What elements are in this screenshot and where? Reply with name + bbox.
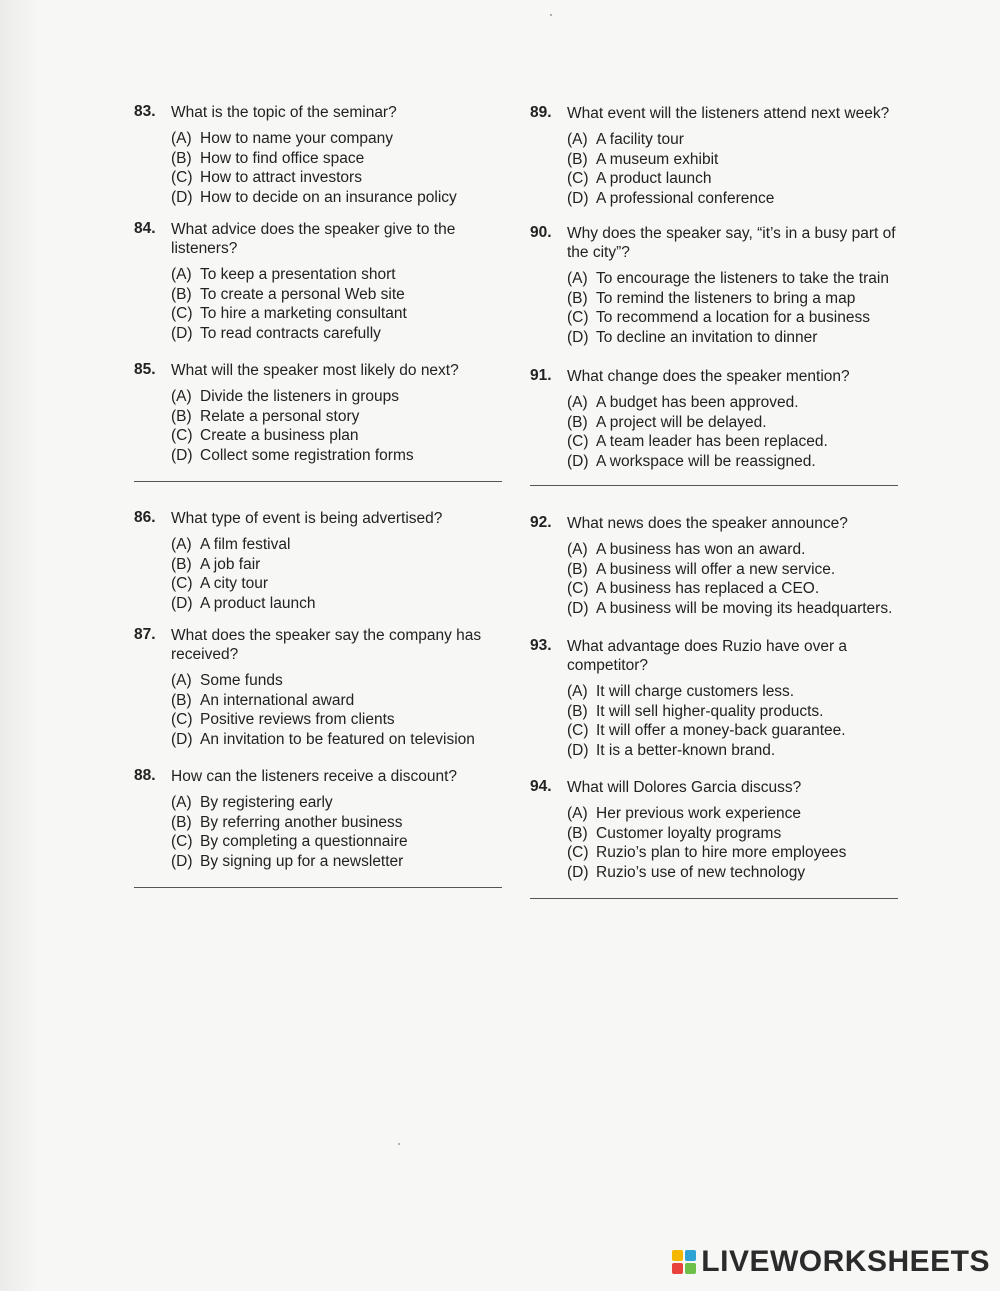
option-letter: (C) bbox=[567, 309, 589, 326]
option-text: Customer loyalty programs bbox=[596, 824, 782, 842]
answer-option[interactable] bbox=[567, 169, 910, 189]
option-letter: (D) bbox=[567, 599, 589, 617]
question-stem: What advice does the speaker give to the listeners? bbox=[171, 221, 456, 257]
question-stem: Why does the speaker say, “it’s in a busy part of the city”? bbox=[567, 225, 896, 261]
option-text: By completing a questionnaire bbox=[200, 833, 408, 850]
option-text: A budget has been approved. bbox=[596, 394, 799, 411]
option-letter: (D) bbox=[171, 188, 193, 206]
question-number: 83. bbox=[134, 103, 156, 120]
answer-option[interactable] bbox=[171, 691, 514, 711]
option-text: How to name your company bbox=[200, 130, 393, 147]
option-letter: (B) bbox=[171, 285, 192, 303]
answer-option[interactable] bbox=[171, 574, 514, 594]
option-letter: (A) bbox=[171, 794, 192, 811]
option-letter: (B) bbox=[171, 149, 192, 167]
option-letter: (B) bbox=[567, 150, 588, 168]
option-letter: (A) bbox=[567, 270, 588, 287]
option-letter: (C) bbox=[567, 844, 589, 861]
answer-options bbox=[171, 671, 514, 749]
option-text: To decline an invitation to dinner bbox=[596, 328, 818, 346]
option-text: A business has replaced a CEO. bbox=[596, 580, 820, 597]
option-letter: (A) bbox=[567, 541, 588, 558]
option-letter: (D) bbox=[567, 328, 589, 346]
answer-option[interactable] bbox=[567, 189, 910, 209]
option-text: Relate a personal story bbox=[200, 407, 360, 425]
scan-speck bbox=[398, 1143, 400, 1145]
answer-option[interactable] bbox=[567, 599, 910, 619]
scan-shadow bbox=[0, 0, 40, 1291]
option-text: By referring another business bbox=[200, 813, 403, 831]
question-stem: What news does the speaker announce? bbox=[567, 515, 848, 532]
option-text: Ruzio’s use of new technology bbox=[596, 863, 806, 881]
answer-option[interactable] bbox=[171, 387, 514, 407]
answer-option[interactable] bbox=[171, 129, 514, 149]
answer-option[interactable] bbox=[171, 168, 514, 188]
answer-options bbox=[171, 265, 514, 343]
option-letter: (B) bbox=[171, 691, 192, 709]
right-column bbox=[530, 96, 910, 899]
option-letter: (C) bbox=[567, 722, 589, 739]
option-text: It will sell higher-quality products. bbox=[596, 702, 824, 720]
option-letter: (D) bbox=[567, 863, 589, 881]
option-letter: (B) bbox=[567, 824, 588, 842]
answer-option[interactable] bbox=[171, 446, 514, 466]
option-text: An international award bbox=[200, 691, 355, 709]
option-letter: (C) bbox=[567, 170, 589, 187]
option-letter: (A) bbox=[567, 394, 588, 411]
logo-square bbox=[672, 1250, 683, 1261]
question-stem: What does the speaker say the company has received? bbox=[171, 627, 482, 663]
option-letter: (A) bbox=[171, 130, 192, 147]
answer-options bbox=[567, 682, 910, 760]
option-text: A business will be moving its headquarters. bbox=[596, 599, 893, 617]
question-stem: How can the listeners receive a discount? bbox=[171, 768, 458, 785]
option-text: A team leader has been replaced. bbox=[596, 433, 828, 450]
option-letter: (C) bbox=[567, 433, 589, 450]
option-text: To recommend a location for a business bbox=[596, 309, 870, 326]
question-89 bbox=[530, 104, 910, 208]
question-91 bbox=[530, 367, 910, 471]
question-stem: What will Dolores Garcia discuss? bbox=[567, 779, 802, 796]
answer-option[interactable] bbox=[567, 804, 910, 824]
question-stem: What advantage does Ruzio have over a competitor? bbox=[567, 638, 848, 674]
answer-option[interactable] bbox=[567, 289, 910, 309]
option-text: A product launch bbox=[596, 170, 712, 187]
option-letter: (B) bbox=[567, 702, 588, 720]
answer-option[interactable] bbox=[567, 863, 910, 883]
logo-square bbox=[672, 1263, 683, 1274]
question-84 bbox=[134, 220, 514, 343]
logo-squares-icon bbox=[672, 1250, 696, 1274]
question-number: 94. bbox=[530, 778, 552, 795]
answer-option[interactable] bbox=[567, 150, 910, 170]
option-letter: (D) bbox=[171, 730, 193, 748]
answer-option[interactable] bbox=[171, 813, 514, 833]
answer-option[interactable] bbox=[567, 308, 910, 328]
option-text: To keep a presentation short bbox=[200, 266, 396, 283]
answer-option[interactable] bbox=[171, 265, 514, 285]
answer-option[interactable] bbox=[567, 843, 910, 863]
answer-option[interactable] bbox=[171, 149, 514, 169]
question-number: 84. bbox=[134, 220, 156, 237]
option-text: Some funds bbox=[200, 672, 283, 689]
option-text: A facility tour bbox=[596, 131, 684, 148]
answer-option[interactable] bbox=[171, 832, 514, 852]
section-divider bbox=[530, 485, 898, 486]
question-93 bbox=[530, 637, 910, 760]
answer-option[interactable] bbox=[567, 721, 910, 741]
answer-options bbox=[567, 269, 910, 347]
answer-options bbox=[567, 393, 910, 471]
option-text: To encourage the listeners to take the train bbox=[596, 270, 889, 287]
answer-option[interactable] bbox=[171, 710, 514, 730]
option-letter: (C) bbox=[171, 427, 193, 444]
question-number: 89. bbox=[530, 104, 552, 121]
answer-option[interactable] bbox=[567, 682, 910, 702]
option-text: Create a business plan bbox=[200, 427, 359, 444]
section-divider bbox=[530, 898, 898, 899]
logo-square bbox=[685, 1263, 696, 1274]
option-text: An invitation to be featured on television bbox=[200, 730, 475, 748]
question-number: 93. bbox=[530, 637, 552, 654]
brand-name: LIVEWORKSHEETS bbox=[701, 1245, 990, 1278]
option-letter: (A) bbox=[171, 536, 192, 553]
left-column bbox=[134, 96, 514, 888]
option-letter: (B) bbox=[171, 407, 192, 425]
option-letter: (B) bbox=[171, 813, 192, 831]
answer-option[interactable] bbox=[171, 285, 514, 305]
answer-options bbox=[171, 535, 514, 613]
option-letter: (C) bbox=[567, 580, 589, 597]
answer-option[interactable] bbox=[171, 671, 514, 691]
option-text: A product launch bbox=[200, 594, 316, 612]
option-text: A film festival bbox=[200, 536, 291, 553]
answer-option[interactable] bbox=[567, 452, 910, 472]
question-number: 87. bbox=[134, 626, 156, 643]
option-letter: (D) bbox=[171, 852, 193, 870]
answer-option[interactable] bbox=[171, 730, 514, 750]
option-text: Ruzio’s plan to hire more employees bbox=[596, 844, 847, 861]
question-number: 90. bbox=[530, 224, 552, 241]
option-text: To create a personal Web site bbox=[200, 285, 405, 303]
option-text: By signing up for a newsletter bbox=[200, 852, 404, 870]
option-letter: (B) bbox=[567, 289, 588, 307]
option-letter: (D) bbox=[171, 446, 193, 464]
question-stem: What will the speaker most likely do next? bbox=[171, 362, 459, 379]
question-85 bbox=[134, 361, 514, 465]
option-text: A project will be delayed. bbox=[596, 413, 767, 431]
answer-option[interactable] bbox=[567, 560, 910, 580]
question-stem: What is the topic of the seminar? bbox=[171, 104, 397, 121]
answer-option[interactable] bbox=[171, 407, 514, 427]
option-text: How to attract investors bbox=[200, 169, 362, 186]
question-86 bbox=[134, 509, 514, 613]
answer-option[interactable] bbox=[171, 852, 514, 872]
option-text: It is a better-known brand. bbox=[596, 741, 776, 759]
option-text: A professional conference bbox=[596, 189, 775, 207]
answer-option[interactable] bbox=[567, 579, 910, 599]
option-text: Divide the listeners in groups bbox=[200, 388, 400, 405]
answer-options bbox=[171, 387, 514, 465]
option-letter: (A) bbox=[567, 805, 588, 822]
option-text: By registering early bbox=[200, 794, 333, 811]
option-text: To read contracts carefully bbox=[200, 324, 381, 342]
option-text: To hire a marketing consultant bbox=[200, 305, 407, 322]
answer-option[interactable] bbox=[171, 594, 514, 614]
answer-option[interactable] bbox=[171, 188, 514, 208]
option-letter: (C) bbox=[171, 711, 193, 728]
option-letter: (D) bbox=[567, 189, 589, 207]
option-letter: (C) bbox=[171, 305, 193, 322]
option-letter: (A) bbox=[567, 131, 588, 148]
question-number: 85. bbox=[134, 361, 156, 378]
answer-options bbox=[567, 804, 910, 882]
option-text: A business will offer a new service. bbox=[596, 560, 836, 578]
option-letter: (A) bbox=[171, 266, 192, 283]
answer-option[interactable] bbox=[171, 793, 514, 813]
answer-option[interactable] bbox=[171, 535, 514, 555]
answer-option[interactable] bbox=[567, 741, 910, 761]
option-letter: (C) bbox=[171, 169, 193, 186]
question-number: 86. bbox=[134, 509, 156, 526]
option-letter: (B) bbox=[171, 555, 192, 573]
option-text: It will offer a money-back guarantee. bbox=[596, 722, 846, 739]
option-letter: (A) bbox=[171, 388, 192, 405]
option-letter: (D) bbox=[171, 594, 193, 612]
question-stem: What event will the listeners attend next week? bbox=[567, 105, 890, 122]
question-92 bbox=[530, 514, 910, 618]
option-text: Positive reviews from clients bbox=[200, 711, 395, 728]
option-text: A city tour bbox=[200, 575, 269, 592]
section-divider bbox=[134, 887, 502, 888]
question-87 bbox=[134, 626, 514, 749]
option-letter: (B) bbox=[567, 560, 588, 578]
answer-option[interactable] bbox=[567, 269, 910, 289]
option-text: It will charge customers less. bbox=[596, 683, 795, 700]
scan-speck bbox=[550, 14, 552, 16]
liveworksheets-logo[interactable] bbox=[672, 1245, 990, 1279]
answer-options bbox=[567, 540, 910, 618]
option-text: How to find office space bbox=[200, 149, 365, 167]
answer-option[interactable] bbox=[171, 426, 514, 446]
answer-options bbox=[567, 130, 910, 208]
question-stem: What type of event is being advertised? bbox=[171, 510, 443, 527]
option-letter: (A) bbox=[567, 683, 588, 700]
option-text: A museum exhibit bbox=[596, 150, 719, 168]
option-letter: (D) bbox=[567, 452, 589, 470]
answer-option[interactable] bbox=[567, 702, 910, 722]
question-number: 88. bbox=[134, 767, 156, 784]
option-text: To remind the listeners to bring a map bbox=[596, 289, 856, 307]
answer-option[interactable] bbox=[171, 304, 514, 324]
option-text: A job fair bbox=[200, 555, 261, 573]
option-text: Her previous work experience bbox=[596, 805, 802, 822]
question-number: 92. bbox=[530, 514, 552, 531]
answer-options bbox=[171, 793, 514, 871]
option-letter: (C) bbox=[171, 575, 193, 592]
question-90 bbox=[530, 224, 910, 347]
answer-option[interactable] bbox=[567, 824, 910, 844]
option-letter: (D) bbox=[567, 741, 589, 759]
answer-options bbox=[171, 129, 514, 207]
logo-square bbox=[685, 1250, 696, 1261]
answer-option[interactable] bbox=[171, 324, 514, 344]
option-letter: (A) bbox=[171, 672, 192, 689]
answer-option[interactable] bbox=[567, 130, 910, 150]
option-text: How to decide on an insurance policy bbox=[200, 188, 457, 206]
question-83 bbox=[134, 103, 514, 207]
answer-option[interactable] bbox=[567, 432, 910, 452]
question-94 bbox=[530, 778, 910, 882]
answer-option[interactable] bbox=[171, 555, 514, 575]
question-stem: What change does the speaker mention? bbox=[567, 368, 850, 385]
question-88 bbox=[134, 767, 514, 871]
option-letter: (D) bbox=[171, 324, 193, 342]
option-letter: (B) bbox=[567, 413, 588, 431]
answer-option[interactable] bbox=[567, 393, 910, 413]
section-divider bbox=[134, 481, 502, 482]
option-text: A workspace will be reassigned. bbox=[596, 452, 816, 470]
answer-option[interactable] bbox=[567, 413, 910, 433]
answer-option[interactable] bbox=[567, 328, 910, 348]
option-letter: (C) bbox=[171, 833, 193, 850]
question-number: 91. bbox=[530, 367, 552, 384]
answer-option[interactable] bbox=[567, 540, 910, 560]
option-text: A business has won an award. bbox=[596, 541, 806, 558]
option-text: Collect some registration forms bbox=[200, 446, 414, 464]
